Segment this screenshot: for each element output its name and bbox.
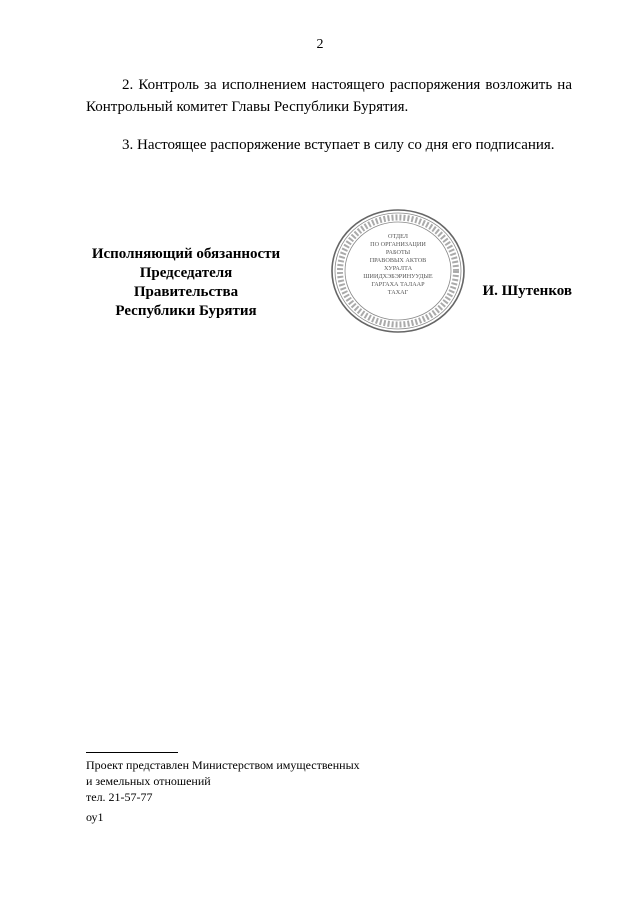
footnote-line: Проект представлен Министерством имущественных [86,758,360,772]
paragraph-3: 3. Настоящее распоряжение вступает в силу со дня его подписания. [122,137,555,153]
seal-line: ПРАВОВЫХ АКТОВ [369,257,427,264]
footnote [86,757,360,805]
signatory-title-line: Председателя Правительства [133,265,239,300]
signatory-title [86,245,286,321]
page-number: 2 [316,37,324,52]
official-seal [330,208,466,334]
footnote-line: тел. 21-57-77 [86,790,153,804]
footnote-line: и земельных отношений [86,774,211,788]
footnote-divider [86,752,178,753]
seal-line: ПО ОРГАНИЗАЦИИ [370,241,426,248]
seal-line: РАБОТЫ [385,249,411,256]
seal-line: ХУРАЛТА [383,265,413,272]
seal-line: ШИИДХЭБЭРИНУУДЫЕ [363,273,433,280]
signatory-title-line: Исполняющий обязанности [91,246,281,262]
signatory-title-line: Республики Бурятия [115,303,257,319]
document-code: оу1 [86,810,104,824]
seal-line: ОТДЕЛ [388,233,408,240]
paragraph-2: 2. Контроль за исполнением настоящего распоряжения возложить на Контрольный комитет Главы Республики Бурятия. [86,77,572,115]
seal-line: ГАРГАХА ТАЛААР [371,281,425,288]
seal-line: ТАХАГ [387,289,409,296]
signatory-name: И. Шутенков [482,283,572,299]
